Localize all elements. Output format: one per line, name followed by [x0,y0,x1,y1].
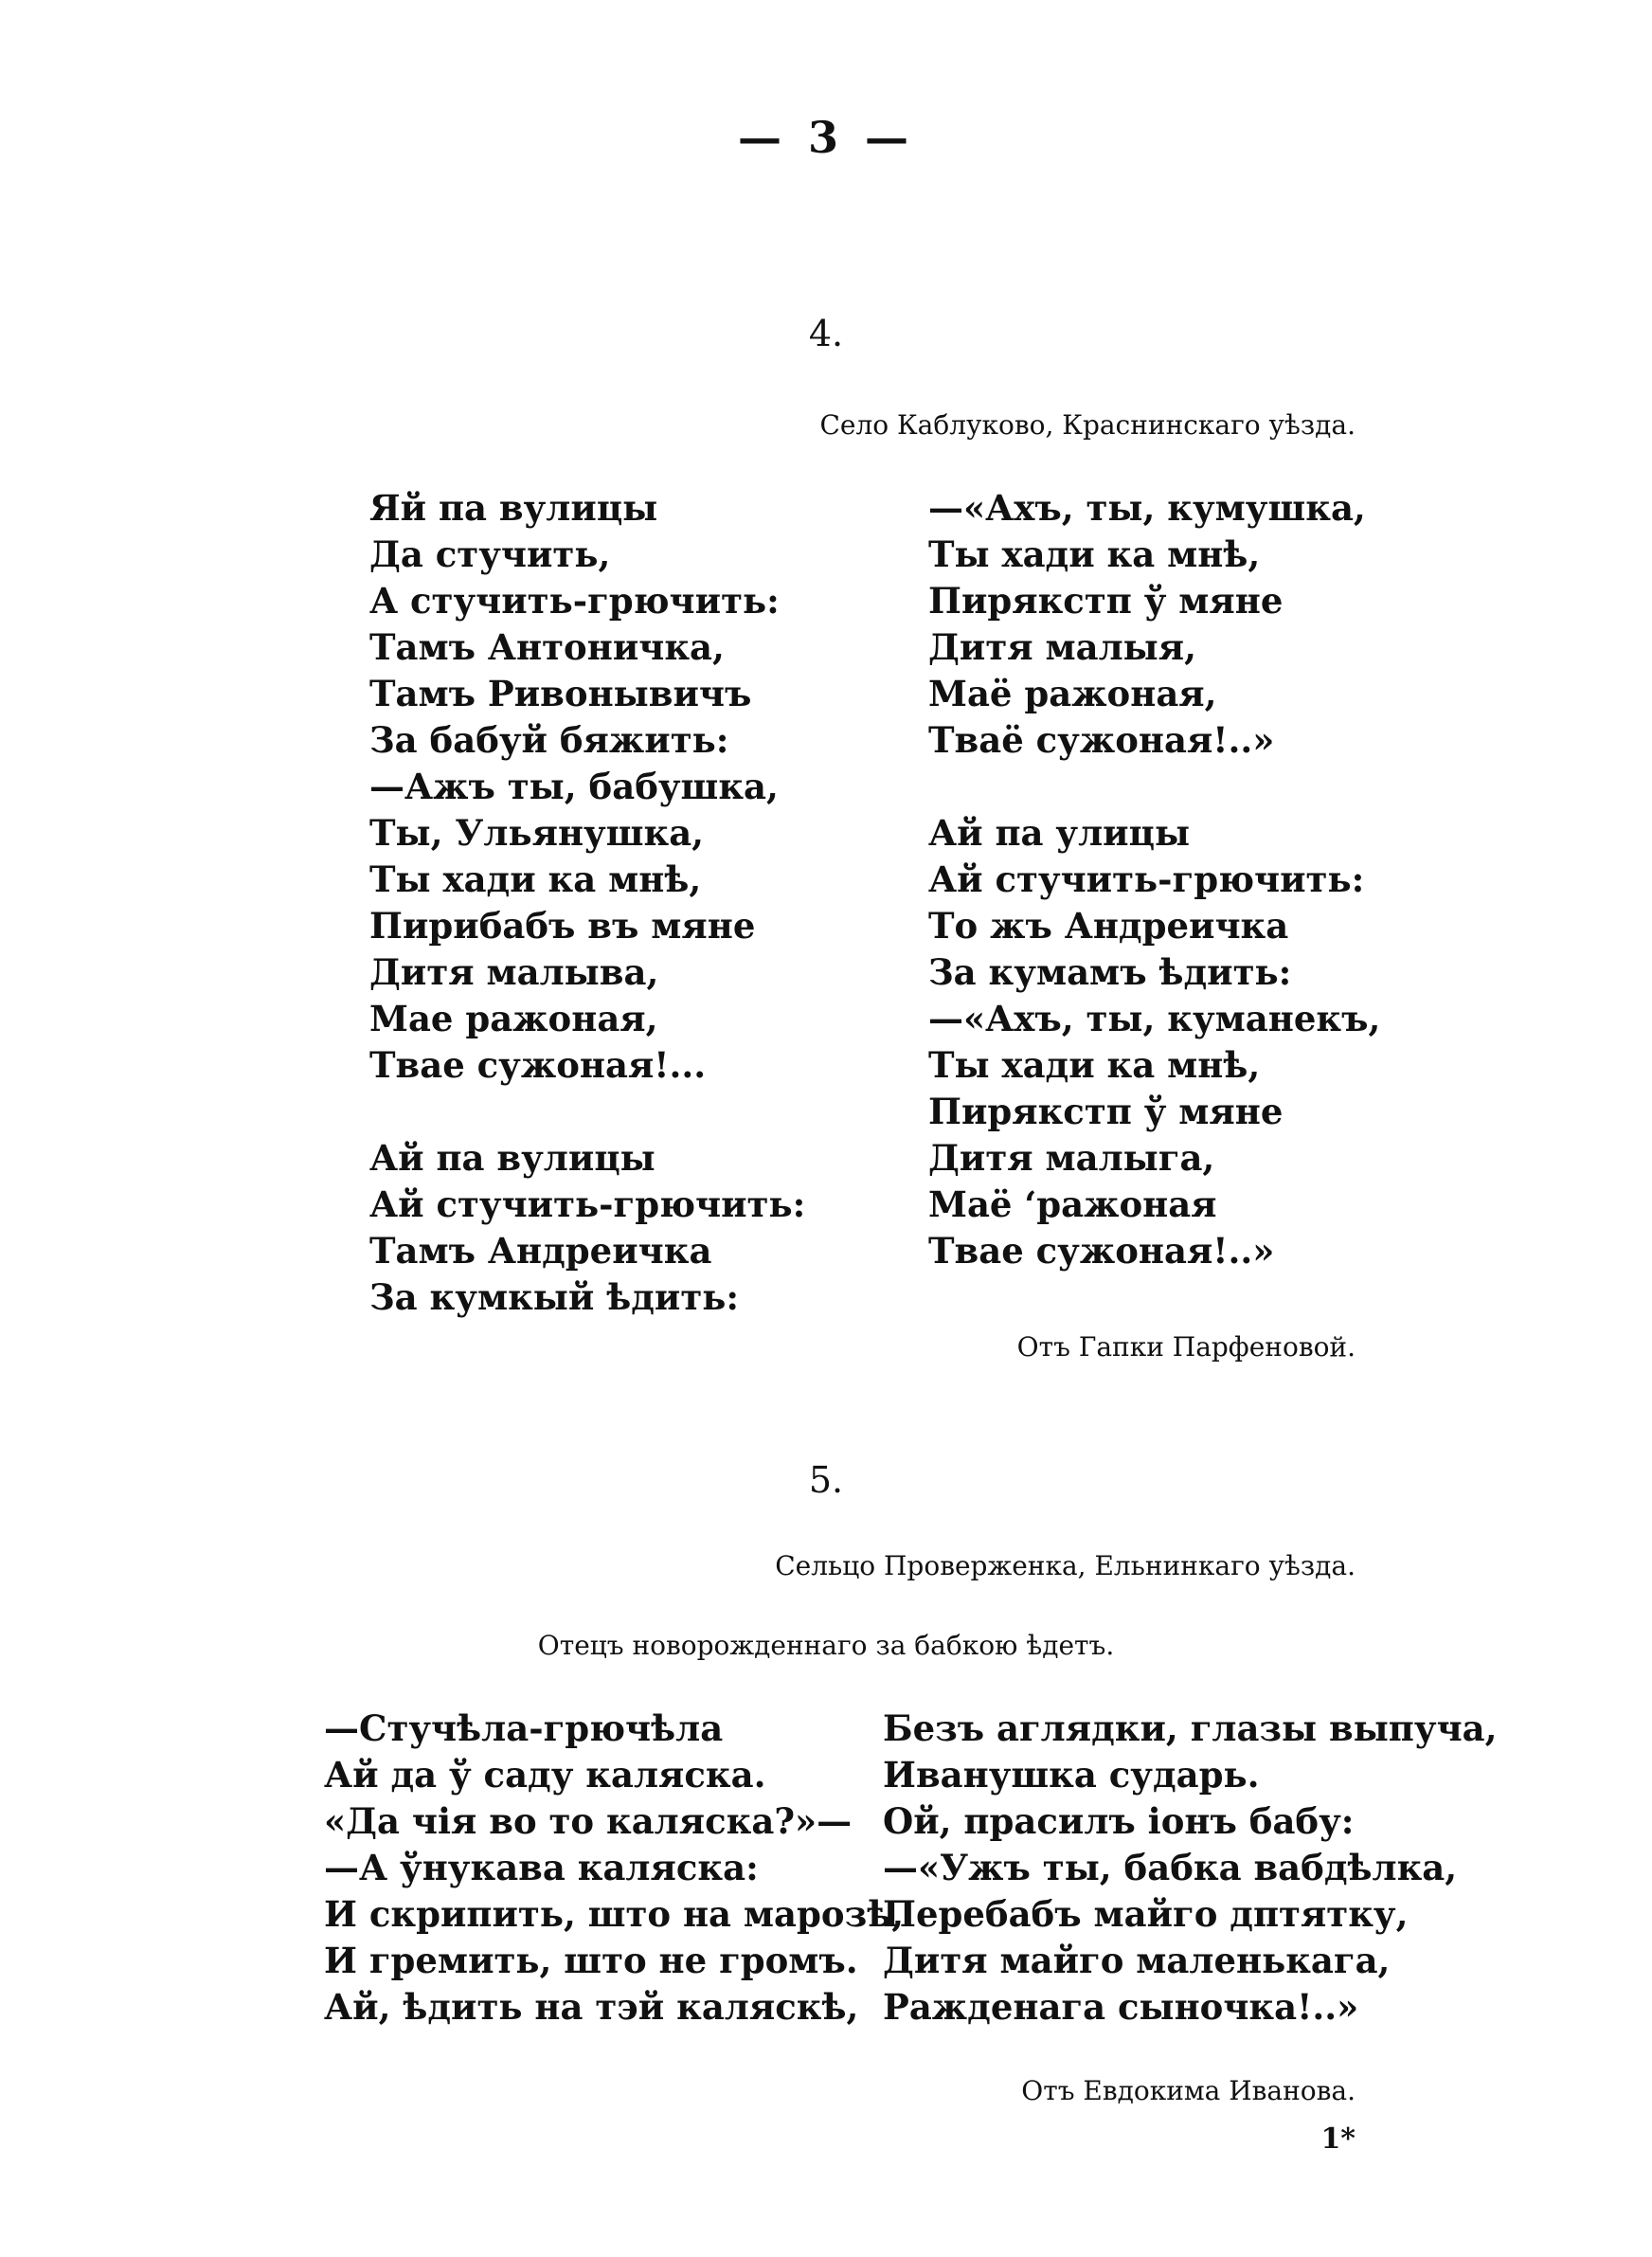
song4-left-verse-line: Ай па вулицы [369,1137,655,1179]
song4-left-verse-line: —Ажъ ты, бабушка, [369,766,779,807]
song4-left-verse-line: Ай стучить-грючить: [369,1183,806,1225]
song4-left-verse-line: За кумкый ѣдить: [369,1276,740,1318]
song4-left-stanza-gap [369,1089,805,1135]
song4-left-verse-line: А стучить-грючить: [369,580,780,622]
song4-right-verse-line: За кумамъ ѣдить: [928,951,1292,993]
song5-left-column [324,1706,904,2031]
song4-left-verse-line: Яй па вулицы [369,487,658,529]
page-number: — 3 — [737,112,915,163]
song4-left-verse-line: Мае ражоная, [369,998,658,1039]
song4-right-verse-line: Маё ражоная, [928,673,1217,714]
song5-right-column [883,1706,1498,2031]
song5-left-verse-line: И гремить, што не громъ. [324,1940,858,1981]
song5-left-verse-line: И скрипить, што на марозѣ, [324,1893,905,1935]
song4-left-column [369,485,805,1321]
song4-right-verse-line: Твае сужоная!..» [928,1230,1275,1272]
song4-right-verse-line: То жъ Андреичка [928,905,1289,947]
song4-right-verse-line: —«Ахъ, ты, куманекъ, [928,998,1381,1039]
song5-right-verse-line: Перебабъ майго дптятку, [883,1893,1409,1935]
song5-right-verse-line: —«Ужъ ты, бабка вабдѣлка, [883,1847,1458,1888]
song4-left-verse-line: Ты, Ульянушка, [369,812,705,854]
song4-right-verse-line: —«Ахъ, ты, кумушка, [928,487,1366,529]
song5-attribution: Отъ Евдокима Иванова. [1021,2075,1356,2106]
song5-right-verse-line: Ражденага сыночка!..» [883,1986,1359,2028]
song5-left-verse-line: Ай, ѣдить на тэй каляскѣ, [324,1986,859,2028]
song4-right-verse-line: Ты хади ка мнѣ, [928,1044,1261,1086]
song4-right-verse-line: Дитя малыга, [928,1137,1215,1179]
song4-left-verse-line: Тамъ Ривонывичъ [369,673,752,714]
song5-left-verse-line: —А ўнукава каляска: [324,1847,759,1888]
song5-left-verse-line: «Да чія во то каляска?»— [324,1800,853,1842]
song4-right-verse-line: Ай па улицы [928,812,1191,854]
song4-left-verse-line: Дитя малыва, [369,951,659,993]
song5-right-verse-line: Безъ аглядки, глазы выпуча, [883,1707,1498,1749]
song4-right-verse-line: Пирякстп ў мяне [928,1091,1284,1132]
song4-place: Село Каблуково, Краснинскаго уѣзда. [819,409,1356,441]
song4-left-verse-line: Твае сужоная!... [369,1044,707,1086]
song4-right-verse-line: Ты хади ка мнѣ, [928,533,1261,575]
song4-right-stanza-gap [928,764,1380,810]
section-number-4: 4. [808,313,844,354]
song4-right-verse-line: Ай стучить-грючить: [928,858,1365,900]
song4-left-verse-line: Тамъ Андреичка [369,1230,712,1272]
song5-note: Отецъ новорожденнаго за бабкою ѣдетъ. [537,1630,1115,1661]
song4-left-verse-line: За бабуй бяжить: [369,719,729,761]
song4-left-verse-line: Да стучить, [369,533,611,575]
song5-right-verse-line: Иванушка сударь. [883,1754,1260,1796]
song4-left-verse-line: Ты хади ка мнѣ, [369,858,702,900]
song5-right-verse-line: Ой, прасилъ іонъ бабу: [883,1800,1355,1842]
song4-left-verse-line: Пирибабъ въ мяне [369,905,756,947]
song4-right-verse-line: Тваё сужоная!..» [928,719,1275,761]
song4-right-verse-line: Дитя малыя, [928,626,1196,668]
song5-place: Сельцо Проверженка, Ельнинкаго уѣзда. [775,1550,1356,1581]
song4-left-verse-line: Тамъ Антоничка, [369,626,725,668]
section-number-5: 5. [808,1459,844,1501]
song4-attribution: Отъ Гапки Парфеновой. [1016,1331,1356,1363]
song5-right-verse-line: Дитя майго маленькага, [883,1940,1391,1981]
printer-signature: 1* [1320,2122,1356,2156]
song4-right-verse-line: Пирякстп ў мяне [928,580,1284,622]
song5-left-verse-line: Ай да ў саду каляска. [324,1754,766,1796]
song4-right-verse-line: Маё ʻражоная [928,1183,1217,1225]
song4-right-column [928,485,1380,1274]
song5-left-verse-line: —Стучѣла-грючѣла [324,1707,724,1749]
